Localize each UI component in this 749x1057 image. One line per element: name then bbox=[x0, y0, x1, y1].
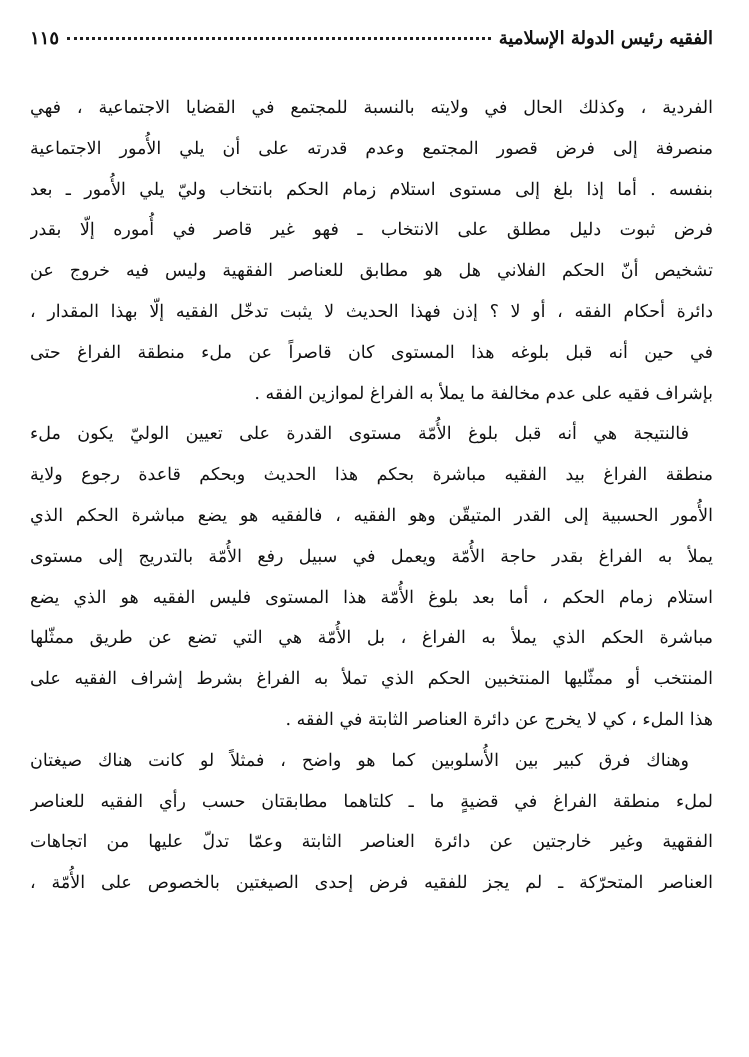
text-line: مباشرة الحكم الذي يملأ به الفراغ ، بل الأُمّة هي التي تضع عن طريق ممثّلها bbox=[30, 628, 713, 649]
text-line: يملأ به الفراغ بقدر حاجة الأُمّة ويعمل في سبيل رفع الأُمّة بالتدريج إلى مستوى bbox=[30, 546, 713, 567]
text-line: المنتخب أو ممثّليها المنتخبين الحكم الذي تملأ به الفراغ بشرط إشراف الفقيه على bbox=[30, 669, 713, 690]
text-line: في حين أنه قبل بلوغه هذا المستوى كان قاصراً عن ملء منطقة الفراغ حتى bbox=[30, 342, 713, 363]
text-line: استلام زمام الحكم ، أما بعد بلوغ الأُمّة هذا المستوى فليس الفقيه هو الذي يضع bbox=[30, 587, 713, 608]
text-line-first: وهناك فرق كبير بين الأُسلوبين كما هو واضح ، فمثلاً لو كانت هناك صيغتان bbox=[30, 750, 689, 771]
text-line: دائرة أحكام الفقه ، أو لا ؟ إذن فهذا الحديث لا يثبت تدخّل الفقيه إلّا بهذا المقدار ، bbox=[30, 301, 713, 322]
paragraph-2 bbox=[30, 414, 713, 740]
text-line: العناصر المتحرّكة ـ لم يجز للفقيه فرض إحدى الصيغتين بالخصوص على الأُمّة ، bbox=[30, 873, 713, 894]
text-line: لملء منطقة الفراغ في قضيةٍ ما ـ كلتاهما مطابقتان حسب رأي الفقيه للعناصر bbox=[30, 791, 713, 812]
paragraph-3 bbox=[30, 741, 713, 904]
text-line: الأُمور الحسبية إلى القدر المتيقّن وهو الفقيه ، فالفقيه هو يضع مباشرة الحكم الذي bbox=[30, 505, 713, 526]
paragraph-1 bbox=[30, 88, 713, 414]
header-title: الفقيه رئيس الدولة الإسلامية bbox=[498, 28, 713, 49]
body-text bbox=[30, 88, 713, 904]
text-line: منطقة الفراغ بيد الفقيه مباشرة بحكم هذا الحديث وبحكم قاعدة رجوع ولاية bbox=[30, 465, 713, 486]
text-line: بنفسه . أما إذا بلغ إلى مستوى استلام زمام الحكم بانتخاب وليّ يلي الأُمور ـ بعد bbox=[30, 179, 713, 200]
dotted-leader bbox=[67, 33, 491, 40]
text-line: فرض ثبوت دليل مطلق على الانتخاب ـ فهو غير قاصر في أُموره إلّا بقدر bbox=[30, 220, 713, 241]
text-line: منصرفة إلى فرض قصور المجتمع وعدم قدرته على أن يلي الأُمور الاجتماعية bbox=[30, 138, 713, 159]
text-line: الفقهية وغير خارجتين عن دائرة العناصر الثابتة وعمّا تدلّ عليها من اتجاهات bbox=[30, 832, 713, 853]
running-header bbox=[30, 28, 713, 66]
text-line: الفردية ، وكذلك الحال في ولايته بالنسبة للمجتمع في القضايا الاجتماعية ، فهي bbox=[30, 98, 713, 118]
text-line-last: بإشراف فقيه على عدم مخالفة ما يملأ به الفراغ لموازين الفقه . bbox=[254, 383, 713, 404]
text-line-last: هذا الملء ، كي لا يخرج عن دائرة العناصر الثابتة في الفقه . bbox=[285, 709, 713, 730]
page-number: ١١٥ bbox=[30, 28, 60, 49]
text-line-first: فالنتيجة هي أنه قبل بلوغ الأُمّة مستوى القدرة على تعيين الوليّ يكون ملء bbox=[30, 424, 689, 445]
text-line: تشخيص أنّ الحكم الفلاني هل هو مطابق للعناصر الفقهية وليس فيه خروج عن bbox=[30, 261, 713, 282]
